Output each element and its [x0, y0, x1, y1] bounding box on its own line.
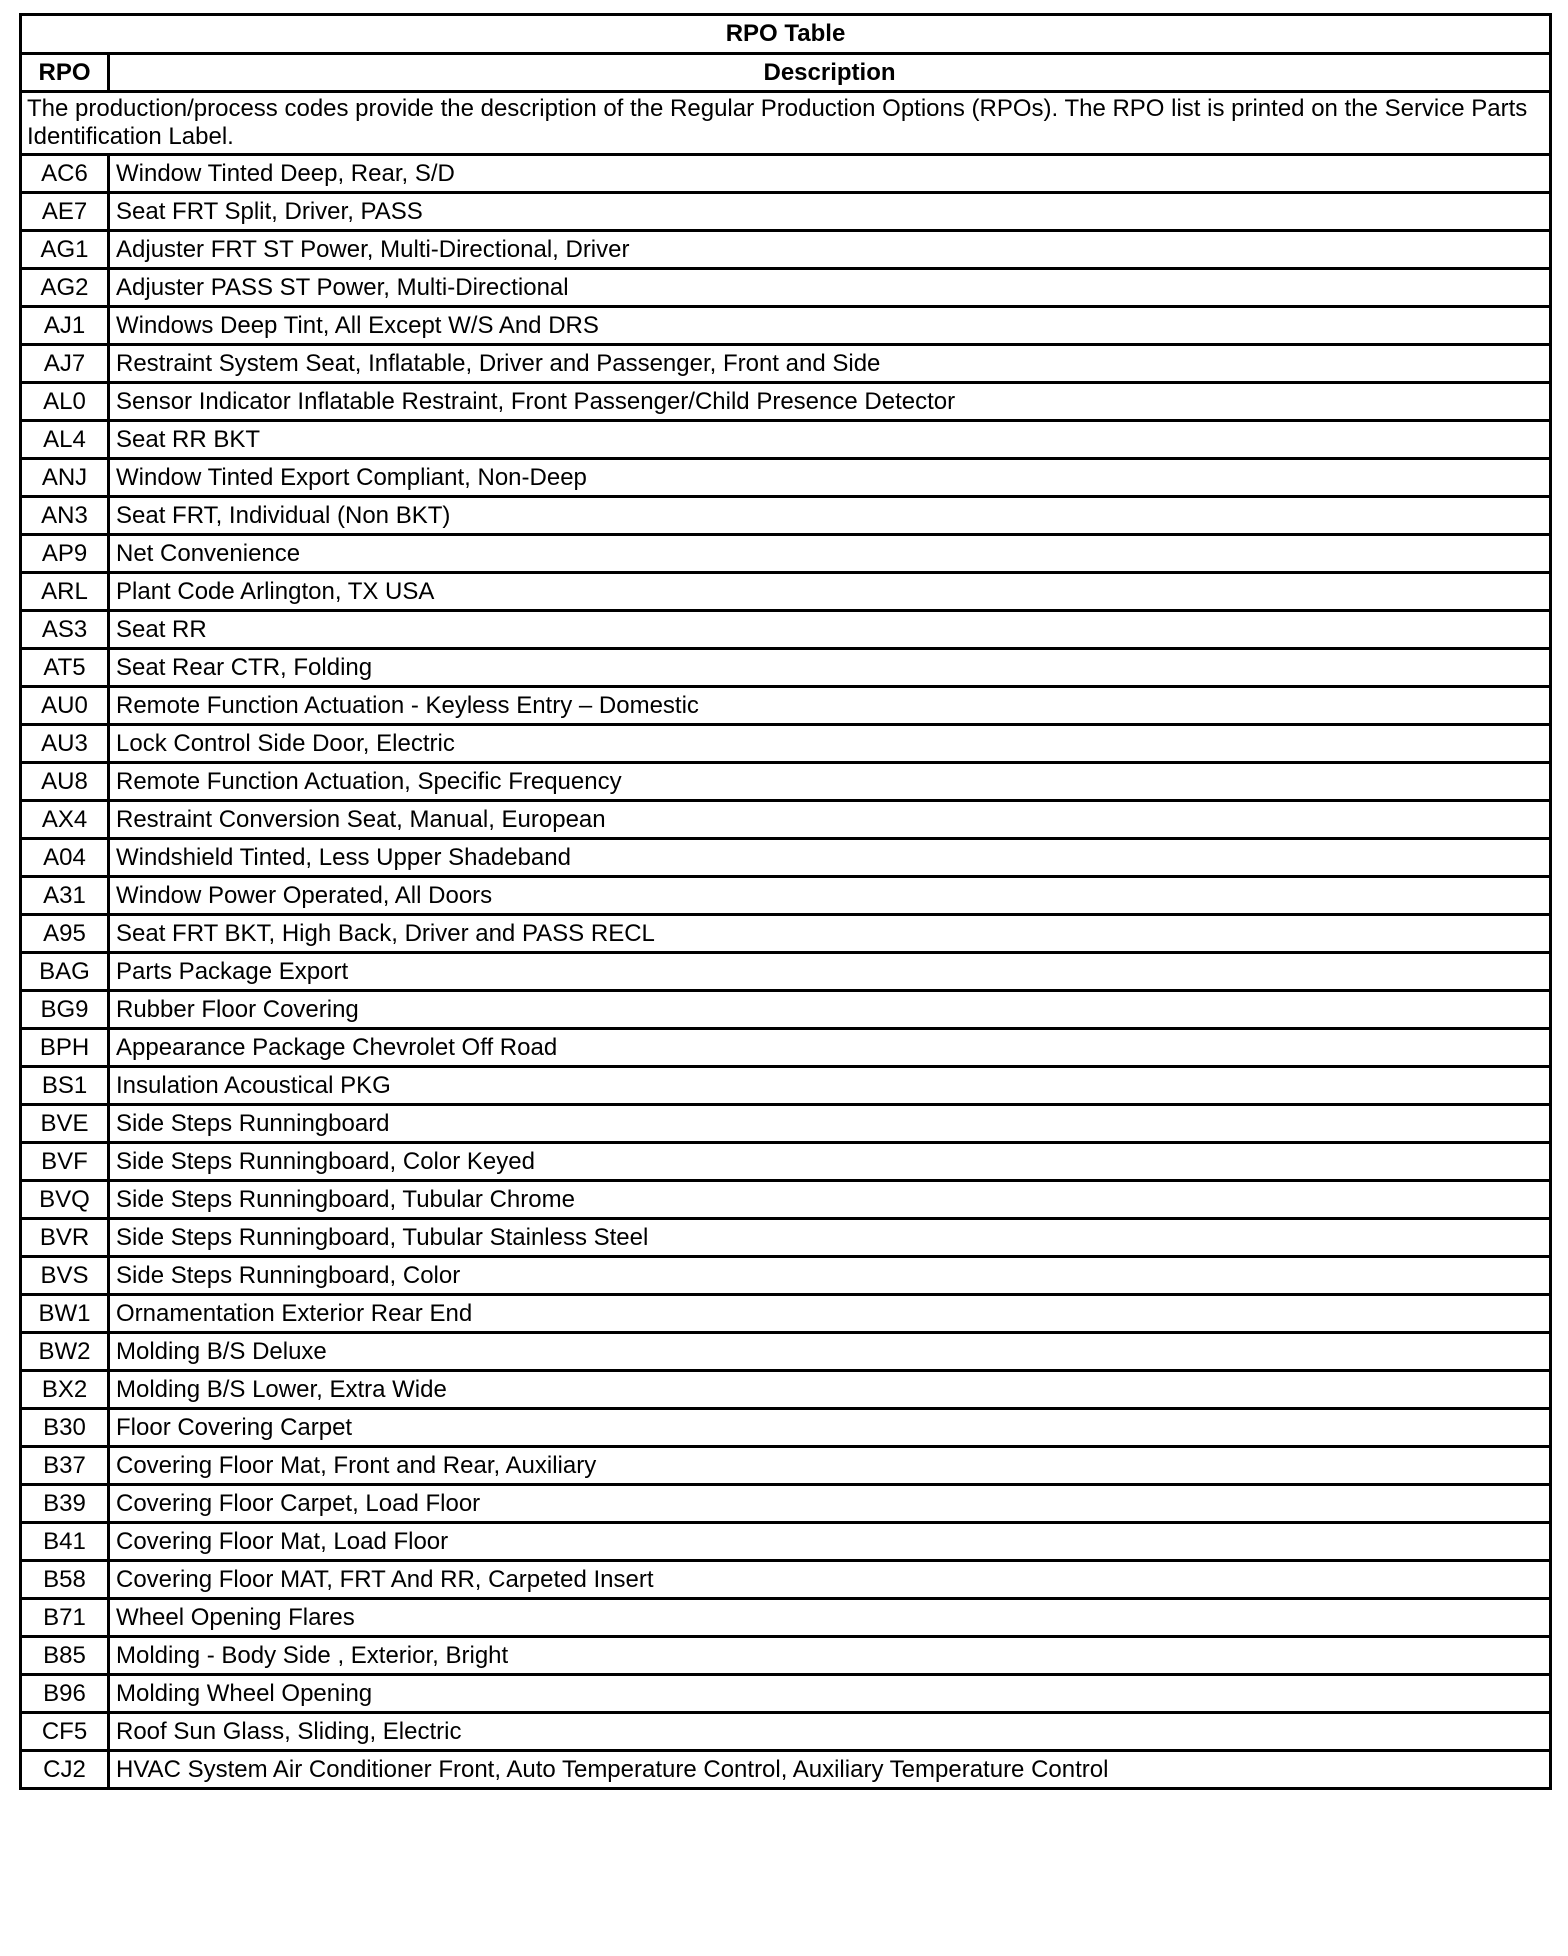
- rpo-code-cell: B71: [21, 1599, 109, 1637]
- rpo-code-cell: BW1: [21, 1295, 109, 1333]
- rpo-code-cell: AN3: [21, 497, 109, 535]
- table-row: [21, 573, 1551, 611]
- rpo-description-cell: Seat FRT BKT, High Back, Driver and PASS RECL: [109, 915, 1551, 953]
- table-row: [21, 1713, 1551, 1751]
- table-row: [21, 1067, 1551, 1105]
- rpo-code-cell: AJ7: [21, 345, 109, 383]
- rpo-description-cell: Net Convenience: [109, 535, 1551, 573]
- rpo-code-cell: AG1: [21, 231, 109, 269]
- rpo-description-cell: Molding B/S Deluxe: [109, 1333, 1551, 1371]
- column-header-description: Description: [109, 54, 1551, 92]
- rpo-description-cell: Covering Floor Mat, Front and Rear, Auxiliary: [109, 1447, 1551, 1485]
- table-row: [21, 1143, 1551, 1181]
- table-row: [21, 1561, 1551, 1599]
- rpo-description-cell: Restraint System Seat, Inflatable, Driver and Passenger, Front and Side: [109, 345, 1551, 383]
- rpo-code-cell: AL4: [21, 421, 109, 459]
- rpo-description-cell: Rubber Floor Covering: [109, 991, 1551, 1029]
- table-row: [21, 1637, 1551, 1675]
- rpo-code-cell: BVQ: [21, 1181, 109, 1219]
- rpo-code-cell: BVR: [21, 1219, 109, 1257]
- rpo-code-cell: BVF: [21, 1143, 109, 1181]
- rpo-description-cell: Molding Wheel Opening: [109, 1675, 1551, 1713]
- table-row: [21, 193, 1551, 231]
- rpo-code-cell: AG2: [21, 269, 109, 307]
- table-row: [21, 1029, 1551, 1067]
- rpo-description-cell: Seat FRT, Individual (Non BKT): [109, 497, 1551, 535]
- rpo-code-cell: ANJ: [21, 459, 109, 497]
- rpo-code-cell: AU0: [21, 687, 109, 725]
- rpo-description-cell: Appearance Package Chevrolet Off Road: [109, 1029, 1551, 1067]
- table-row: [21, 1523, 1551, 1561]
- rpo-code-cell: AE7: [21, 193, 109, 231]
- rpo-description-cell: Side Steps Runningboard, Color: [109, 1257, 1551, 1295]
- rpo-code-cell: A95: [21, 915, 109, 953]
- table-row: [21, 1447, 1551, 1485]
- table-row: [21, 421, 1551, 459]
- rpo-description-cell: Covering Floor MAT, FRT And RR, Carpeted Insert: [109, 1561, 1551, 1599]
- rpo-description-cell: Floor Covering Carpet: [109, 1409, 1551, 1447]
- rpo-description-cell: Molding - Body Side , Exterior, Bright: [109, 1637, 1551, 1675]
- rpo-code-cell: BW2: [21, 1333, 109, 1371]
- rpo-description-cell: Adjuster FRT ST Power, Multi-Directional, Driver: [109, 231, 1551, 269]
- rpo-code-cell: B30: [21, 1409, 109, 1447]
- table-row: [21, 1219, 1551, 1257]
- table-row: [21, 839, 1551, 877]
- rpo-description-cell: Plant Code Arlington, TX USA: [109, 573, 1551, 611]
- rpo-description-cell: Remote Function Actuation, Specific Frequency: [109, 763, 1551, 801]
- rpo-code-cell: BS1: [21, 1067, 109, 1105]
- rpo-code-cell: AS3: [21, 611, 109, 649]
- rpo-description-cell: Side Steps Runningboard: [109, 1105, 1551, 1143]
- rpo-description-cell: Ornamentation Exterior Rear End: [109, 1295, 1551, 1333]
- rpo-code-cell: ARL: [21, 573, 109, 611]
- table-row: [21, 535, 1551, 573]
- rpo-code-cell: A31: [21, 877, 109, 915]
- table-row: [21, 231, 1551, 269]
- rpo-code-cell: CF5: [21, 1713, 109, 1751]
- rpo-code-cell: AU3: [21, 725, 109, 763]
- table-row: [21, 1751, 1551, 1789]
- table-row: [21, 611, 1551, 649]
- rpo-code-cell: B39: [21, 1485, 109, 1523]
- rpo-description-cell: HVAC System Air Conditioner Front, Auto Temperature Control, Auxiliary Temperature Control: [109, 1751, 1551, 1789]
- table-intro-text: The production/process codes provide the description of the Regular Production Options (RPOs). The RPO list is printed on the Service Parts Identification Label.: [21, 92, 1551, 155]
- rpo-table-body: [21, 155, 1551, 1789]
- rpo-description-cell: Window Tinted Export Compliant, Non-Deep: [109, 459, 1551, 497]
- rpo-description-cell: Lock Control Side Door, Electric: [109, 725, 1551, 763]
- rpo-table: [19, 13, 1552, 1790]
- table-row: [21, 307, 1551, 345]
- rpo-description-cell: Parts Package Export: [109, 953, 1551, 991]
- table-row: [21, 269, 1551, 307]
- rpo-code-cell: B58: [21, 1561, 109, 1599]
- rpo-code-cell: AT5: [21, 649, 109, 687]
- table-row: [21, 383, 1551, 421]
- table-row: [21, 1333, 1551, 1371]
- rpo-code-cell: B85: [21, 1637, 109, 1675]
- table-row: [21, 915, 1551, 953]
- rpo-code-cell: BX2: [21, 1371, 109, 1409]
- table-row: [21, 1105, 1551, 1143]
- rpo-code-cell: AC6: [21, 155, 109, 193]
- rpo-description-cell: Seat RR: [109, 611, 1551, 649]
- rpo-description-cell: Roof Sun Glass, Sliding, Electric: [109, 1713, 1551, 1751]
- rpo-code-cell: AP9: [21, 535, 109, 573]
- table-row: [21, 991, 1551, 1029]
- rpo-description-cell: Windows Deep Tint, All Except W/S And DRS: [109, 307, 1551, 345]
- table-row: [21, 1485, 1551, 1523]
- rpo-code-cell: BVE: [21, 1105, 109, 1143]
- rpo-description-cell: Covering Floor Carpet, Load Floor: [109, 1485, 1551, 1523]
- table-row: [21, 1599, 1551, 1637]
- rpo-description-cell: Seat RR BKT: [109, 421, 1551, 459]
- rpo-description-cell: Adjuster PASS ST Power, Multi-Directional: [109, 269, 1551, 307]
- rpo-code-cell: BAG: [21, 953, 109, 991]
- rpo-description-cell: Window Tinted Deep, Rear, S/D: [109, 155, 1551, 193]
- rpo-description-cell: Seat Rear CTR, Folding: [109, 649, 1551, 687]
- rpo-code-cell: AL0: [21, 383, 109, 421]
- table-row: [21, 687, 1551, 725]
- table-row: [21, 1371, 1551, 1409]
- table-row: [21, 497, 1551, 535]
- table-row: [21, 1257, 1551, 1295]
- rpo-code-cell: BVS: [21, 1257, 109, 1295]
- table-row: [21, 1181, 1551, 1219]
- rpo-description-cell: Molding B/S Lower, Extra Wide: [109, 1371, 1551, 1409]
- rpo-description-cell: Seat FRT Split, Driver, PASS: [109, 193, 1551, 231]
- rpo-description-cell: Side Steps Runningboard, Tubular Stainless Steel: [109, 1219, 1551, 1257]
- table-row: [21, 801, 1551, 839]
- rpo-description-cell: Window Power Operated, All Doors: [109, 877, 1551, 915]
- rpo-code-cell: AJ1: [21, 307, 109, 345]
- rpo-code-cell: AU8: [21, 763, 109, 801]
- table-row: [21, 1675, 1551, 1713]
- table-title: RPO Table: [21, 15, 1551, 54]
- rpo-code-cell: CJ2: [21, 1751, 109, 1789]
- rpo-code-cell: BPH: [21, 1029, 109, 1067]
- rpo-code-cell: B96: [21, 1675, 109, 1713]
- table-row: [21, 649, 1551, 687]
- table-row: [21, 877, 1551, 915]
- table-row: [21, 1409, 1551, 1447]
- table-row: [21, 459, 1551, 497]
- rpo-description-cell: Remote Function Actuation - Keyless Entry – Domestic: [109, 687, 1551, 725]
- rpo-description-cell: Side Steps Runningboard, Color Keyed: [109, 1143, 1551, 1181]
- rpo-code-cell: B41: [21, 1523, 109, 1561]
- rpo-code-cell: A04: [21, 839, 109, 877]
- rpo-description-cell: Covering Floor Mat, Load Floor: [109, 1523, 1551, 1561]
- table-row: [21, 953, 1551, 991]
- table-row: [21, 155, 1551, 193]
- table-row: [21, 725, 1551, 763]
- table-row: [21, 345, 1551, 383]
- rpo-document: [19, 13, 1549, 1790]
- table-row: [21, 763, 1551, 801]
- rpo-description-cell: Restraint Conversion Seat, Manual, European: [109, 801, 1551, 839]
- rpo-description-cell: Sensor Indicator Inflatable Restraint, Front Passenger/Child Presence Detector: [109, 383, 1551, 421]
- rpo-description-cell: Wheel Opening Flares: [109, 1599, 1551, 1637]
- column-header-rpo: RPO: [21, 54, 109, 92]
- rpo-code-cell: AX4: [21, 801, 109, 839]
- rpo-code-cell: B37: [21, 1447, 109, 1485]
- rpo-description-cell: Windshield Tinted, Less Upper Shadeband: [109, 839, 1551, 877]
- rpo-description-cell: Side Steps Runningboard, Tubular Chrome: [109, 1181, 1551, 1219]
- rpo-description-cell: Insulation Acoustical PKG: [109, 1067, 1551, 1105]
- rpo-code-cell: BG9: [21, 991, 109, 1029]
- table-row: [21, 1295, 1551, 1333]
